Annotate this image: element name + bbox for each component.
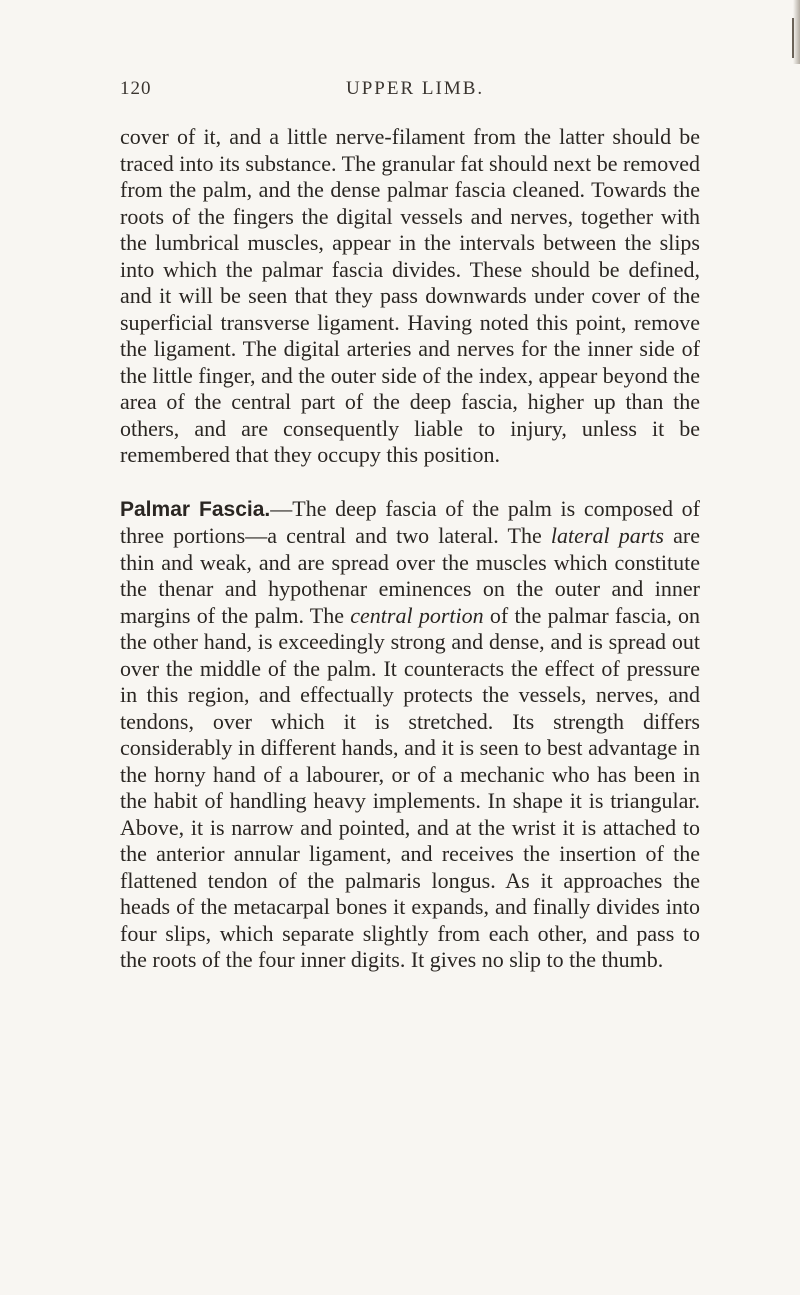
- page-edge-mark: [792, 18, 794, 58]
- page-edge-shadow: [793, 0, 800, 64]
- page-header: [120, 78, 700, 106]
- paragraph-palmar-fascia: [120, 496, 700, 974]
- paragraph-text-segment: —The deep fascia of the palm is composed of three portions—a central and two lateral. The: [120, 495, 701, 548]
- italic-term-central-portion: central portion: [350, 602, 484, 628]
- running-head: UPPER LIMB.: [346, 78, 485, 99]
- paragraph-text-segment: are thin and weak, and are spread over the muscles which constitute the thenar and hypothenar eminences on the outer and inner margins of the palm. The: [120, 523, 701, 628]
- paragraph-dissection-instructions: cover of it, and a little nerve-filament from the latter should be traced into its substance. The granular fat should next be removed from the palm, and the dense palmar fascia cleaned. Towards the roots of the fingers the digital vessels and nerves, together with the lumbrical muscles, appear in the intervals between the slips into which the palmar fascia divides. These should be defined, and it will be seen that they pass downwards under cover of the superficial transverse ligament. Having noted this point, remove the ligament. The digital arteries and nerves for the inner side of the little finger, and the outer side of the index, appear beyond the area of the central part of the deep fascia, higher up than the others, and are consequently liable to injury, unless it be remembered that they occupy this position.: [120, 124, 700, 467]
- italic-term-lateral-parts: lateral parts: [550, 523, 664, 548]
- page-number: 120: [120, 78, 152, 99]
- paragraph-text-segment: of the palmar fascia, on the other hand, is exceedingly strong and dense, and is spread out over the middle of the palm. It counteracts the effect of pressure in this region, and effectually protects the vessels, nerves, and tendons, over which it is stretched. Its strength differs considerably in different hands, and it is seen to best advantage in the horny hand of a labourer, or of a mechanic who has been in the habit of handling heavy implements. In shape it is triangular. Above, it is narrow and pointed, and at the wrist it is attached to the anterior annular ligament, and receives the insertion of the flattened tendon of the palmaris longus. As it approaches the heads of the metacarpal bones it expands, and finally divides into four slips, which separate slightly from each other, and pass to the roots of the four inner digits. It gives no slip to the thumb.: [120, 602, 700, 972]
- section-heading-palmar-fascia: Palmar Fascia.: [120, 497, 271, 521]
- body-text: [120, 124, 700, 974]
